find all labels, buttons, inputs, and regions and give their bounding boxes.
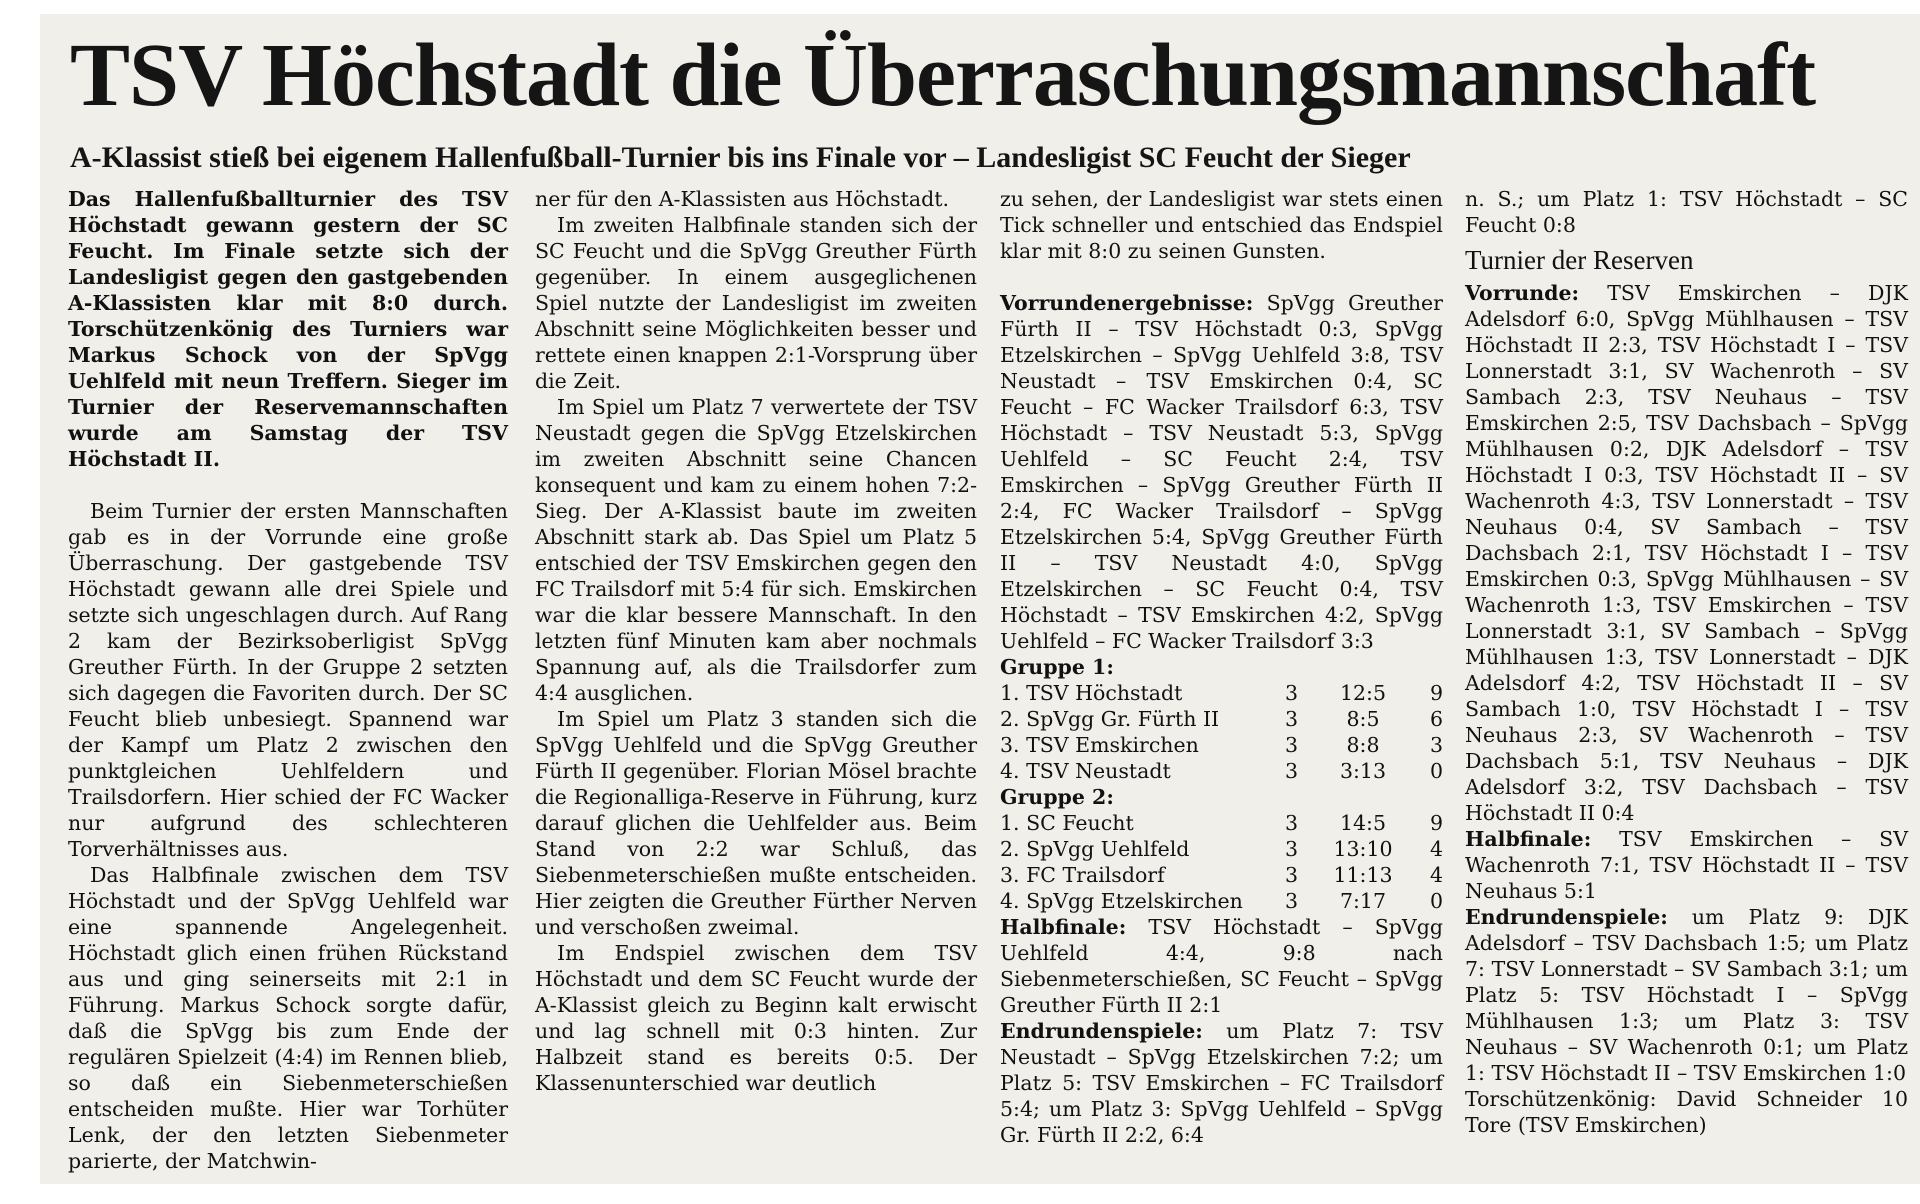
- vorrunde-text: SpVgg Greuther Fürth II – TSV Höchstadt 0:3, SpVgg Etzelskirchen – SpVgg Uehlfeld 3:8, TSV Neustadt – TSV Emskirchen 0:4, SC Feucht – FC Wacker Trailsdorf 6:3, TSV Höchstadt – TSV Neustadt 5:3, SpVgg Uehlfeld – SC Feucht 2:4, TSV Emskirchen – SpVgg Greuther Fürth II 2:4, FC Wacker Trailsdorf – SpVgg Etzelskirchen 5:4, SpVgg Greuther Fürth II – TSV Neustadt 4:0, SpVgg Etzelskirchen – SC Feucht 0:4, TSV Höchstadt – TSV Emskirchen 4:2, SpVgg Uehlfeld – FC Wacker Trailsdorf 3:3: [1000, 291, 1443, 653]
- column-3: [1000, 186, 1443, 1148]
- group-1-table: [1000, 680, 1443, 784]
- body-paragraph-6-end: zu sehen, der Landesligist war stets einen Tick schneller und entschied das Endspiel klar mit 8:0 zu seinen Gunsten.: [1000, 187, 1443, 263]
- points-cell: 9: [1429, 681, 1443, 705]
- reserves-vorrunde-label: Vorrunde:: [1465, 281, 1580, 305]
- vorrunde-results: [1000, 290, 1443, 654]
- table-row: [1000, 732, 1443, 758]
- goals-cell: 13:10: [1333, 837, 1393, 861]
- team-cell: 4. TSV Neustadt: [1000, 759, 1171, 783]
- goals-cell: 14:5: [1339, 811, 1387, 835]
- table-row: [1000, 862, 1443, 888]
- vorrunde-label: Vorrundenergebnisse:: [1000, 291, 1254, 315]
- team-cell: 2. SpVgg Gr. Fürth II: [1000, 707, 1220, 731]
- games-cell: 3: [1285, 811, 1299, 835]
- body-paragraph-5: Im Spiel um Platz 3 standen sich die SpVgg Uehlfeld und die SpVgg Greuther Fürth II gegenüber. Florian Mösel brachte die Regionalliga-Reserve in Führung, kurz darauf glichen die Uehlfelder aus. Beim Stand von 2:2 war Schluß, das Siebenmeterschießen mußte entscheiden. Hier zeigten die Greuther Fürther Nerven und verschoßen zweimal.: [535, 707, 977, 939]
- reserves-endrunde-label: Endrundenspiele:: [1465, 905, 1668, 929]
- reserves-halbfinale-text: TSV Emskirchen – SV Wachenroth 7:1, TSV Höchstadt II – TSV Neuhaus 5:1: [1465, 827, 1908, 903]
- reserves-vorrunde-text: TSV Emskirchen – DJK Adelsdorf 6:0, SpVgg Mühlhausen – TSV Höchstadt II 2:3, TSV Höchstadt I – TSV Lonnerstadt 3:1, SV Wachenroth – SV Sambach 2:3, TSV Neuhaus – TSV Emskirchen 2:5, TSV Dachsbach – SpVgg Mühlhausen 0:2, DJK Adelsdorf – TSV Höchstadt I 0:3, TSV Höchstadt II – SV Wachenroth 4:3, TSV Lonnerstadt – TSV Neuhaus 0:4, SV Sambach – TSV Dachsbach 2:1, TSV Höchstadt I – TSV Emskirchen 0:3, SpVgg Mühlhausen – SV Wachenroth 1:3, TSV Emskirchen – TSV Lonnerstadt 3:1, SV Sambach – SpVgg Mühlhausen 1:3, TSV Lonnerstadt – DJK Adelsdorf 4:2, TSV Höchstadt II – SV Sambach 1:0, TSV Höchstadt I – TSV Neuhaus 2:3, SV Wachenroth – TSV Dachsbach 5:1, TSV Neuhaus – DJK Adelsdorf 3:2, TSV Dachsbach – TSV Höchstadt II 0:4: [1465, 281, 1908, 825]
- team-cell: 1. TSV Höchstadt: [1000, 681, 1183, 705]
- column-2: [535, 186, 977, 1096]
- group-2-table: [1000, 810, 1443, 914]
- column-1: [68, 186, 508, 1174]
- goals-cell: 7:17: [1339, 889, 1387, 913]
- group-1-title: Gruppe 1:: [1000, 655, 1114, 679]
- games-cell: 3: [1285, 837, 1299, 861]
- goals-cell: 12:5: [1339, 681, 1387, 705]
- halbfinale-text: TSV Höchstadt – SpVgg Uehlfeld 4:4, 9:8 nach Siebenmeterschießen, SC Feucht – SpVgg Greuther Fürth II 2:1: [1000, 915, 1443, 1017]
- table-row: [1000, 758, 1443, 784]
- goals-cell: 11:13: [1333, 863, 1393, 887]
- points-cell: 0: [1429, 759, 1443, 783]
- endrunde-label: Endrundenspiele:: [1000, 1019, 1203, 1043]
- column-4: [1465, 186, 1908, 1138]
- body-paragraph-3: Im zweiten Halbfinale standen sich der SC Feucht und die SpVgg Greuther Fürth gegenüber. In einem ausgeglichenen Spiel nutzte der Landesligist im zweiten Abschnitt seine Möglichkeiten besser und rettete einen knappen 2:1-Vorsprung über die Zeit.: [535, 213, 977, 393]
- games-cell: 3: [1285, 759, 1299, 783]
- goals-cell: 3:13: [1339, 759, 1387, 783]
- points-cell: 4: [1429, 837, 1443, 861]
- points-cell: 9: [1429, 811, 1443, 835]
- reserves-heading: Turnier der Reserven: [1465, 245, 1694, 275]
- games-cell: 3: [1285, 681, 1299, 705]
- body-paragraph-2-start: Das Halbfinale zwischen dem TSV Höchstadt und der SpVgg Uehlfeld war eine spannende Angelegenheit. Höchstadt glich einen frühen Rückstand aus und ging seinerseits mit 2:1 in Führung. Markus Schock sorgte dafür, daß die SpVgg bis zum Ende der regulären Spielzeit (4:4) im Rennen blieb, so daß ein Siebenmeterschießen entscheiden mußte. Hier war Torhüter Lenk, der den letzten Siebenmeter parierte, der Matchwin-: [68, 863, 508, 1173]
- points-cell: 3: [1429, 733, 1443, 757]
- reserves-halbfinale-label: Halbfinale:: [1465, 827, 1592, 851]
- games-cell: 3: [1285, 733, 1299, 757]
- goals-cell: 8:5: [1346, 707, 1380, 731]
- group-2-title: Gruppe 2:: [1000, 785, 1114, 809]
- points-cell: 6: [1429, 707, 1443, 731]
- newspaper-clipping: [40, 14, 1920, 1184]
- endrunde-results-end: n. S.; um Platz 1: TSV Höchstadt – SC Feucht 0:8: [1465, 187, 1908, 237]
- team-cell: 4. SpVgg Etzelskirchen: [1000, 889, 1243, 913]
- halbfinale-label: Halbfinale:: [1000, 915, 1127, 939]
- reserves-endrunde-text: um Platz 9: DJK Adelsdorf – TSV Dachsbach 1:5; um Platz 7: TSV Lonnerstadt – SV Sambach 3:1; um Platz 5: TSV Höchstadt I – SpVgg Mühlhausen 1:3; um Platz 3: TSV Neuhaus – SV Wachenroth 0:1; um Platz 1: TSV Höchstadt II – TSV Emskirchen 1:0: [1465, 905, 1908, 1085]
- body-paragraph-2-end: ner für den A-Klassisten aus Höchstadt.: [535, 187, 949, 211]
- body-paragraph-1: Beim Turnier der ersten Mannschaften gab es in der Vorrunde eine große Überraschung. Der gastgebende TSV Höchstadt gewann alle drei Spiele und setzte sich ungeschlagen durch. Auf Rang 2 kam der Bezirksoberligist SpVgg Greuther Fürth. In der Gruppe 2 setzten sich dagegen die Favoriten durch. Der SC Feucht blieb unbesiegt. Spannend war der Kampf um Platz 2 zwischen den punktgleichen Uehlfeldern und Trailsdorfern. Hier schied der FC Wacker nur aufgrund des schlechteren Torverhältnisses aus.: [68, 499, 508, 861]
- table-row: [1000, 680, 1443, 706]
- reserves-endrunde: [1465, 904, 1908, 1086]
- team-cell: 3. FC Trailsdorf: [1000, 863, 1165, 887]
- points-cell: 4: [1429, 863, 1443, 887]
- team-cell: 1. SC Feucht: [1000, 811, 1134, 835]
- body-paragraph-4: Im Spiel um Platz 7 verwertete der TSV Neustadt gegen die SpVgg Etzelskirchen im zweiten Abschnitt seine Chancen konsequent und kam zu einem hohen 7:2-Sieg. Der A-Klassist baute im zweiten Abschnitt stark ab. Das Spiel um Platz 5 entschied der TSV Emskirchen gegen den FC Trailsdorf mit 5:4 für sich. Emskirchen war die klar bessere Mannschaft. In den letzten fünf Minuten kam aber nochmals Spannung auf, als die Trailsdorfer zum 4:4 ausglichen.: [535, 395, 977, 705]
- table-row: [1000, 706, 1443, 732]
- subheadline: A-Klassist stieß bei eigenem Hallenfußball-Turnier bis ins Finale vor – Landesligist SC Feucht der Sieger: [70, 141, 1411, 174]
- reserves-halbfinale: [1465, 826, 1908, 904]
- games-cell: 3: [1285, 889, 1299, 913]
- reserves-vorrunde: [1465, 280, 1908, 826]
- table-row: [1000, 888, 1443, 914]
- points-cell: 0: [1429, 889, 1443, 913]
- lead-paragraph: Das Hallenfußballturnier des TSV Höchstadt gewann gestern der SC Feucht. Im Finale setzte sich der Landesligist gegen den gastgebenden A-Klassisten klar mit 8:0 durch. Torschützenkönig des Turniers war Markus Schock von der SpVgg Uehlfeld mit neun Treffern. Sieger im Turnier der Reservemannschaften wurde am Samstag der TSV Höchstadt II.: [68, 187, 508, 471]
- body-paragraph-6-start: Im Endspiel zwischen dem TSV Höchstadt und dem SC Feucht wurde der A-Klassist gleich zu Beginn kalt erwischt und lag schnell mit 0:3 hinten. Zur Halbzeit stand es bereits 0:5. Der Klassenunterschied war deutlich: [535, 941, 977, 1095]
- endrunde-results-start: Endrundenspiele: um Platz 7: TSV Neustadt – SpVgg Etzelskirchen 7:2; um Platz 5: TSV Emskirchen – FC Trailsdorf 5:4; um Platz 3: SpVgg Uehlfeld – SpVgg Gr. Fürth II 2:2, 6:4: [1000, 1019, 1443, 1147]
- halbfinale-results: [1000, 914, 1443, 1018]
- games-cell: 3: [1285, 863, 1299, 887]
- games-cell: 3: [1285, 707, 1299, 731]
- table-row: [1000, 836, 1443, 862]
- headline: TSV Höchstadt die Überraschungsmannschaft: [70, 26, 1816, 125]
- reserves-topscorer: Torschützenkönig: David Schneider 10 Tore (TSV Emskirchen): [1465, 1087, 1908, 1137]
- goals-cell: 8:8: [1346, 733, 1380, 757]
- team-cell: 2. SpVgg Uehlfeld: [1000, 837, 1190, 861]
- team-cell: 3. TSV Emskirchen: [1000, 733, 1199, 757]
- table-row: [1000, 810, 1443, 836]
